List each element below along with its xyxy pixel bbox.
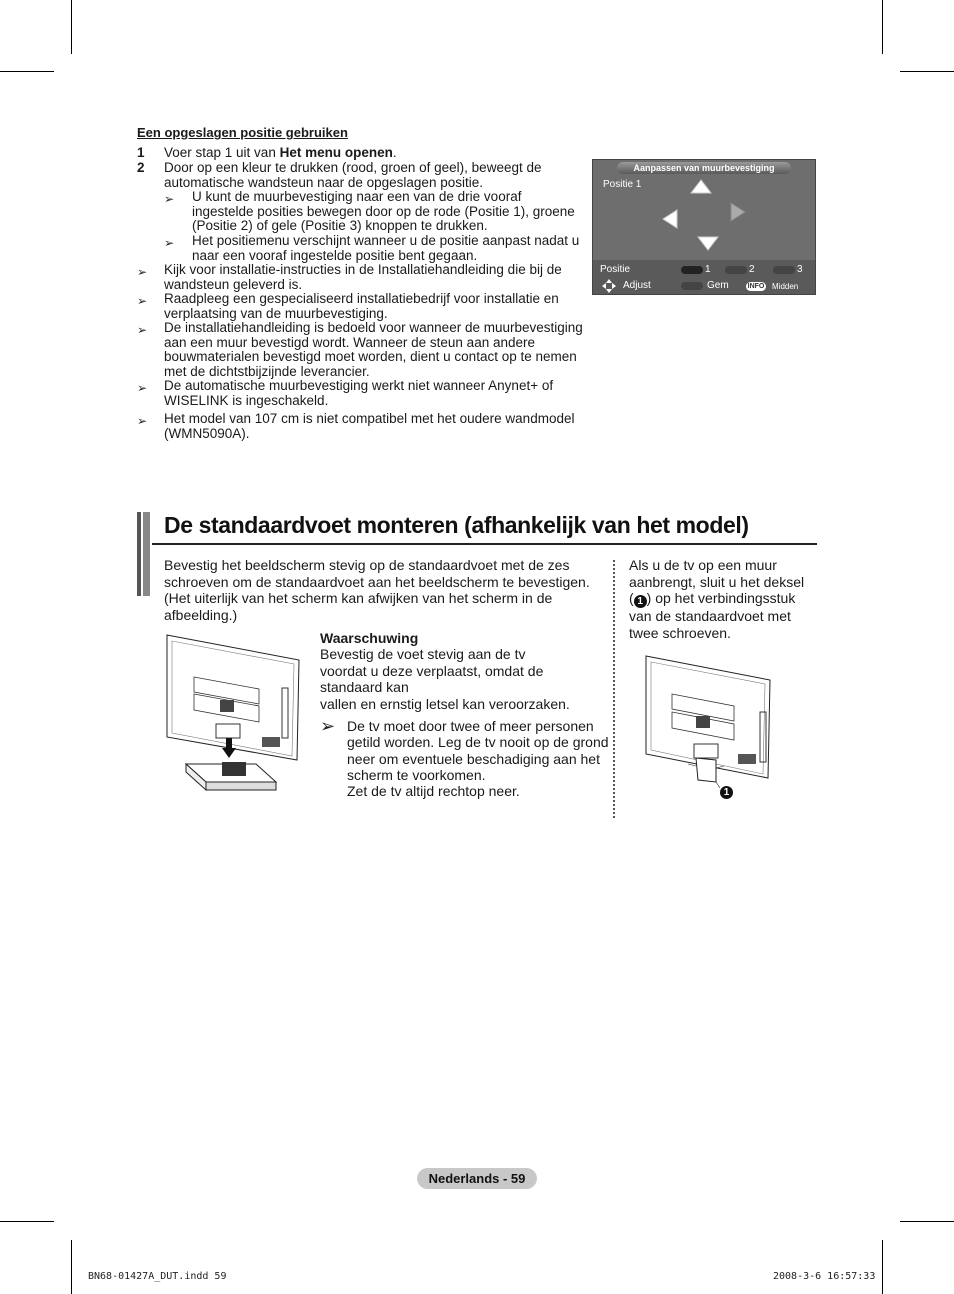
crop-mark bbox=[900, 71, 954, 72]
step-2-text bbox=[164, 161, 542, 190]
text-line: getild worden. Leg de tv nooit op de grond bbox=[347, 734, 609, 751]
text-line: vallen en ernstig letsel kan veroorzaken. bbox=[320, 695, 570, 712]
yellow-button-icon bbox=[773, 266, 795, 274]
arrow-left-icon bbox=[663, 210, 677, 228]
crop-mark bbox=[882, 0, 883, 54]
text-line: afbeelding.) bbox=[164, 606, 238, 623]
column-divider bbox=[613, 560, 615, 818]
text-line: schroeven om de standaardvoet aan het beeldscherm te bevestigen. bbox=[164, 573, 590, 590]
heading-rule bbox=[152, 543, 817, 545]
step-1-text bbox=[164, 146, 397, 161]
text-line: De tv moet door twee of meer personen bbox=[347, 718, 594, 734]
text-line: automatische wandsteun naar de opgeslagen positie. bbox=[164, 174, 483, 190]
section-title: Een opgeslagen positie gebruiken bbox=[137, 125, 348, 140]
step-number: 1 bbox=[137, 145, 145, 160]
intro-text bbox=[164, 557, 590, 623]
text-line: standaard kan bbox=[320, 679, 409, 695]
note-arrow-icon: ➢ bbox=[137, 294, 148, 308]
note-arrow-icon: ➢ bbox=[164, 236, 175, 250]
text-line: Als u de tv op een muur bbox=[629, 557, 777, 573]
text-line: twee schroeven. bbox=[629, 624, 731, 641]
crop-mark bbox=[71, 1240, 72, 1294]
step-1-pre: Voer stap 1 uit van bbox=[164, 145, 280, 160]
warning-text bbox=[320, 646, 570, 712]
info-button-icon: INFO bbox=[747, 283, 765, 290]
tv-cover-illustration bbox=[644, 654, 779, 804]
note bbox=[164, 292, 559, 321]
note bbox=[164, 379, 553, 408]
osd-position-label: Positie 1 bbox=[603, 179, 642, 190]
note-arrow-icon: ➢ bbox=[137, 265, 148, 279]
osd-gem: Gem bbox=[707, 280, 729, 291]
heading-bar bbox=[137, 512, 141, 596]
osd-positie-label: Positie bbox=[600, 264, 631, 275]
text-line: voordat u deze verplaatst, omdat de bbox=[320, 662, 544, 679]
text-line: (Positie 2) of gele (Positie 3) knoppen te drukken. bbox=[192, 218, 488, 234]
text-line: bouwmaterialen bevestigd moet worden, dient u contact op te nemen bbox=[164, 349, 577, 365]
tv-stand-illustration bbox=[164, 632, 304, 802]
text-line: Raadpleeg een gespecialiseerd installatiebedrijf voor installatie en bbox=[164, 291, 559, 306]
arrow-down-icon bbox=[698, 237, 718, 250]
crop-mark bbox=[900, 1221, 954, 1222]
text-line: scherm te voorkomen. bbox=[347, 766, 486, 783]
blue-button-icon bbox=[681, 282, 703, 290]
text-line: WISELINK is ingeschakeld. bbox=[164, 392, 329, 408]
note-arrow-icon: ➢ bbox=[164, 192, 175, 206]
footer-date: 2008-3-6 16:57:33 bbox=[773, 1271, 876, 1282]
text-line: (Het uiterlijk van het scherm kan afwijken van het scherm in de bbox=[164, 590, 553, 606]
right-column-text bbox=[629, 557, 804, 641]
note-arrow-icon: ➢ bbox=[137, 414, 148, 428]
note-arrow-icon: ➢ bbox=[137, 323, 148, 337]
text-line bbox=[629, 590, 804, 608]
text-line: met de dichtstbijzijnde leverancier. bbox=[164, 363, 370, 379]
text-line: Het model van 107 cm is niet compatibel met het oudere wandmodel bbox=[164, 411, 575, 426]
osd-title: Aanpassen van muurbevestiging bbox=[617, 162, 791, 174]
note bbox=[164, 321, 583, 379]
warning-note bbox=[347, 718, 609, 799]
osd-pos-1: 1 bbox=[705, 264, 711, 275]
text-line: U kunt de muurbevestiging naar een van de drie vooraf bbox=[192, 189, 522, 204]
text-line: wandsteun geleverd is. bbox=[164, 276, 303, 292]
paren-rest: ) op het verbindingsstuk bbox=[646, 590, 796, 606]
text-line: De installatiehandleiding is bedoeld voor wanneer de muurbevestiging bbox=[164, 320, 583, 335]
warning-title: Waarschuwing bbox=[320, 630, 419, 646]
footer-file: BN68-01427A_DUT.indd 59 bbox=[88, 1271, 227, 1282]
heading-bar bbox=[143, 512, 150, 596]
note-arrow-icon: ➢ bbox=[320, 716, 336, 736]
paren-open: ( bbox=[629, 590, 634, 606]
crop-mark bbox=[0, 71, 54, 72]
section-heading: De standaardvoet monteren (afhankelijk van het model) bbox=[164, 512, 749, 538]
text-line: Bevestig de voet stevig aan de tv bbox=[320, 646, 526, 662]
text-line: aanbrengt, sluit u het deksel bbox=[629, 573, 805, 590]
osd-midden: Midden bbox=[772, 282, 799, 291]
arrow-up-icon bbox=[691, 180, 711, 193]
note bbox=[164, 412, 574, 441]
text-line: Kijk voor installatie-instructies in de Installatiehandleiding die bij de bbox=[164, 262, 562, 277]
text-line: Bevestig het beeldscherm stevig op de standaardvoet met de zes bbox=[164, 557, 570, 573]
crop-mark bbox=[882, 1240, 883, 1294]
green-button-icon bbox=[725, 266, 747, 274]
text-line: neer om eventuele beschadiging aan het bbox=[347, 750, 600, 767]
figure-number-icon: 1 bbox=[720, 786, 733, 799]
move-icon bbox=[602, 279, 616, 293]
osd-bottom-bar bbox=[593, 260, 815, 295]
osd-adjust: Adjust bbox=[623, 280, 651, 291]
crop-mark bbox=[0, 1221, 54, 1222]
text-line: aan een muur bevestigd wordt. Wanneer de steun aan andere bbox=[164, 334, 535, 350]
direction-arrows-icon bbox=[593, 160, 816, 260]
text-line: Door op een kleur te drukken (rood, groen of geel), beweegt de bbox=[164, 160, 542, 175]
text-line: verplaatsing van de muurbevestiging. bbox=[164, 305, 388, 321]
text-line: naar een vooraf ingestelde positie bent gegaan. bbox=[192, 247, 478, 263]
osd-pos-3: 3 bbox=[797, 264, 803, 275]
text-line: ingestelde posities bewegen door op de rode (Positie 1), groene bbox=[192, 203, 575, 219]
page-number-badge: Nederlands - 59 bbox=[417, 1168, 537, 1189]
sub-note bbox=[192, 234, 579, 263]
text-line: Zet de tv altijd rechtop neer. bbox=[347, 783, 520, 800]
step-1-bold: Het menu openen bbox=[279, 145, 393, 160]
step-number: 2 bbox=[137, 160, 145, 175]
circle-number-icon: 1 bbox=[634, 595, 647, 608]
osd-pos-2: 2 bbox=[749, 264, 755, 275]
red-button-icon bbox=[681, 266, 703, 274]
note bbox=[164, 263, 562, 292]
text-line: De automatische muurbevestiging werkt niet wanneer Anynet+ of bbox=[164, 378, 554, 393]
text-line: van de standaardvoet met bbox=[629, 608, 791, 624]
crop-mark bbox=[71, 0, 72, 54]
note-arrow-icon: ➢ bbox=[137, 381, 148, 395]
text-line: (WMN5090A). bbox=[164, 425, 250, 441]
sub-note bbox=[192, 190, 575, 234]
step-1-post: . bbox=[392, 145, 397, 160]
text-line: Het positiemenu verschijnt wanneer u de positie aanpast nadat u bbox=[192, 233, 580, 248]
wall-mount-osd bbox=[592, 159, 816, 295]
arrow-right-icon bbox=[731, 203, 745, 221]
